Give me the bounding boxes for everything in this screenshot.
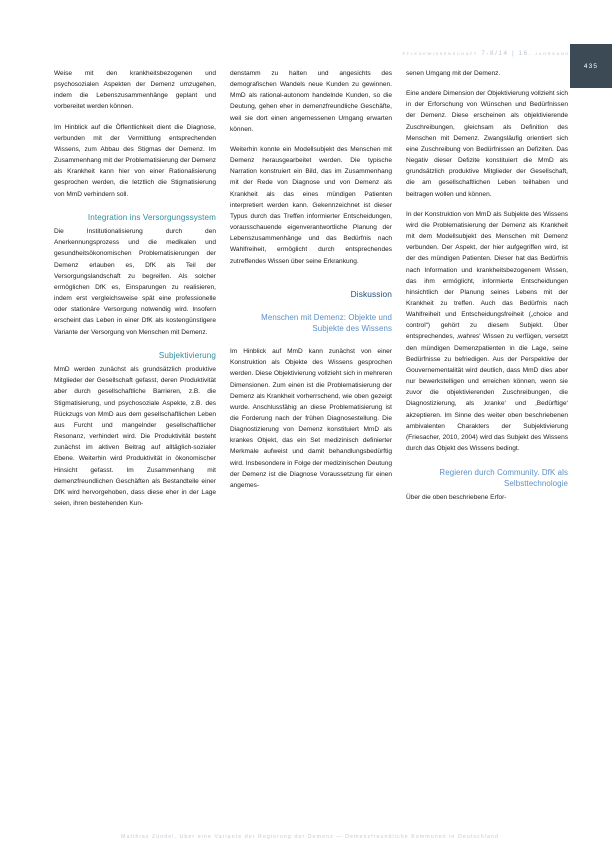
paragraph: Im Hinblick auf MmD kann zunächst von einer Konstruktion als Objekte des Wissens gesprochen werden. Diese Objektivierung vollzieht sich in mehreren Dimensionen. Zum einen ist die Problematisierung der Demenz als Krankheit vorherrschend, wie oben gezeigt wurde. Anschlussfähig an diese Problematisierung ist die Forderung nach der frühen Diagnosestellung. Die Diagnostizierung von Demenz konstituiert MmD als krankes Objekt, das ein Set medizinisch definierter Merkmale aufweist und damit behandlungsbedürftig wird. Insbesondere in Folge der medizinischen Deutung der Demenz ist die Diagnose Voraussetzung für einen angemes- (230, 348, 392, 489)
page-number-tab (570, 44, 612, 88)
paragraph: senen Umgang mit der Demenz. (406, 70, 501, 77)
page-footer: Matthias Zündel, Über eine Variante der Regierung der Demenz — Demenzfreundliche Kommunen in Deutschland (121, 834, 499, 840)
paragraph: Über die oben beschriebene Erfor- (406, 493, 507, 501)
paragraph: MmD werden zunächst als grundsätzlich produktive Mitglieder der Gesellschaft gefasst, deren Produktivität aber durch gesellschaftliche Barrieren, z.B. die Stigmatisierung, und psychosoziale Aspekte, z.B. des Rückzugs von MmD aus dem gesellschaftlichen Leben aus Furcht und mangelnder gesellschaftlicher Resonanz, verhindert wird. Die Produktivität besteht zunächst im aktiven Beitrag auf alltäglich-sozialer Ebene. Weiterhin wird Produktivität in ökonomischer Hinsicht gefasst. Im Zusammenhang mit demenzfreundlichen Geschäften als Bestandteile einer DfK wird hervorgehoben, dass diese eher in der Lage seien, ihren bestehenden Kun- (54, 366, 216, 507)
paragraph: Eine andere Dimension der Objektivierung vollzieht sich in der Erforschung von Wünschen und Bedürfnissen der Demenz. Diese erscheinen als objektivierende Zuschreibungen, gleichsam als Definition des Menschen mit Demenz. Zwangsläufig orientiert sich eine Zuschreibung von Bedürfnissen an Defiziten. Das Negativ dieser Defizite konstituiert die MmD als grundsätzlich produktive Mitglieder der Gesellschaft, die am gesellschaftlichen Leben teilhaben und beitragen wollen und können. (406, 90, 568, 198)
subsection-heading-regieren: Regieren durch Community. DfK als Selbsttechnologie (439, 468, 568, 488)
column-container (54, 68, 566, 808)
paragraph: Die Institutionalisierung durch den Anerkennungsprozess und die medikalen und gesundheitsökonomischen Problematisierungen der Demenz erlauben es, DfK als Teil der Versorgungslandschaft zu begreifen. Als solcher ermöglichen DfK es, Einsparungen zu realisieren, indem erst vergleichsweise spät eine professionelle oder stationäre Versorgung notwendig wird. Insofern erscheint das Leben in einer DfK als kostengünstigere Variante der Versorgung von Menschen mit Demenz. (54, 228, 216, 336)
paragraph: In der Konstruktion von MmD als Subjekte des Wissens wird die Problematisierung der Demenz als Krankheit mit dem Modellsubjekt des Menschen mit Demenz verbunden. Der Aspekt, der hier aufgegriffen wird, ist der des mündigen Patienten. Dieser hat das Bedürfnis nach Information und krankheitsbezogenem Wissen, das ihm ermöglicht, informierte Entscheidungen hinsichtlich der Planung seines Lebens mit der Krankheit zu treffen. Auch das Bedürfnis nach Wahlfreiheit und Entscheidungsfreiheit („choice and control“) gehört zu diesem Subjekt. Über entsprechendes, ‚wahres‘ Wissen zu verfügen, versetzt den mündigen Demenzpatienten in die Lage, seine Bedürfnisse zu befriedigen. Aus der Perspektive der Gouvernementalität wird deutlich, dass MmD dies aber nur bewerkstelligen und erreichen können, wenn sie zuvor die objektivierenden Zuschreibungen, die Diagnostizierung, als ‚kranke‘ und ‚Bedürftige‘ akzeptieren. Im Sinne des weiter oben beschriebenen ambivalenten Charakters der Subjektivierung (Friesacher, 2010, 2004) wird das Subjekt des Wissens durch das Objekt des Wissens bedingt. (406, 210, 568, 452)
section-heading-subjektivierung: Subjektivierung (158, 350, 216, 360)
section-heading-diskussion: Diskussion (350, 288, 392, 299)
page-number: 435 (583, 62, 599, 70)
paragraph: Weise mit den krankheitsbezogenen und psychosozialen Aspekten der Demenz umzugehen, indem die Lebenszusammenhänge geplant und vorbereitet werden können. (54, 70, 216, 111)
paragraph: Weiterhin konnte ein Modellsubjekt des Menschen mit Demenz herausgearbeitet werden. Die typische Narration konstruiert ein Bild, das im Zusammenhang mit der Rede von Diagnose und von Demenz als Krankheit als das eines mündigen Patienten interpretiert werden kann. Gekennzeichnet ist dieser Typus durch das Treffen informierter Entscheidungen, vorausschauende eigenverantwortliche Planung der Lebenszusammenhänge und das Bedürfnis nach Wahlfreiheit, ermöglicht durch entsprechendes zutreffendes Wissen über seine Erkrankung. (230, 145, 392, 265)
running-head: pflegewissenschaft 7-8/14 | 16. jahrgang (402, 50, 570, 57)
column-right (406, 68, 568, 808)
column-middle (230, 68, 392, 808)
subsection-heading-objekte-subjekte: Menschen mit Demenz: Objekte und Subjekte des Wissens (261, 313, 392, 333)
column-left (54, 68, 216, 808)
paragraph: denstamm zu halten und angesichts des demografischen Wandels neue Kunden zu gewinnen. MmD als rational-autonom handelnde Kunden, so die Deutung, gehen eher in demenzfreundliche Geschäfte, weil sie dort einen angemessenen Umgang erwarten können. (230, 70, 392, 133)
paragraph: Im Hinblick auf die Öffentlichkeit dient die Diagnose, verbunden mit der Vermittlung entsprechenden Wissens, zum Abbau des Stigmas der Demenz. Im Zusammenhang mit der Problematisierung der Demenz als Krankheit kann hier von einer Rationalisierung gesprochen werden, die letztlich die Stigmatisierung von MmD verhindern soll. (54, 123, 216, 198)
section-heading-integration: Integration ins Versorgungssystem (87, 212, 216, 222)
